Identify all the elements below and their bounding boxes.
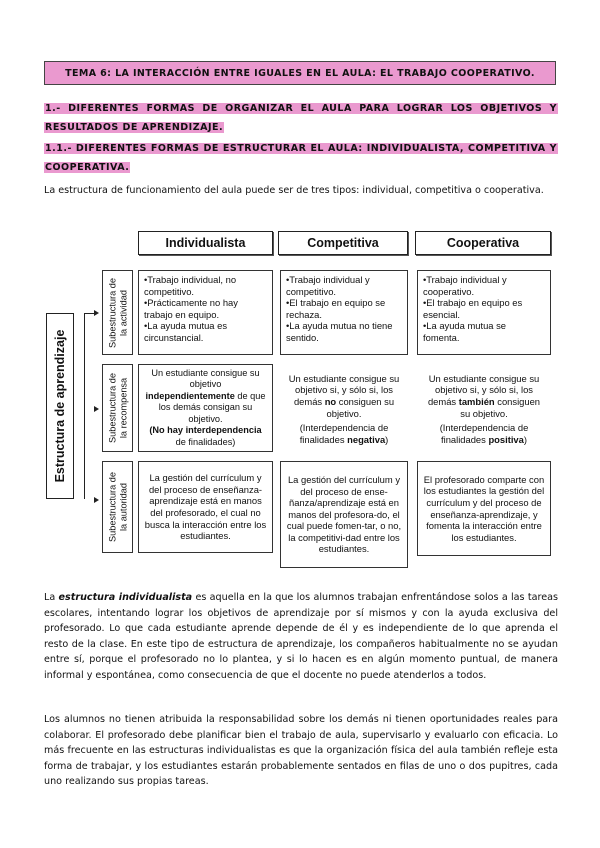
cell-text: (Interdependencia de finalidades positiva) (439, 422, 529, 445)
column-header-competitiva (278, 231, 408, 255)
cell-line: •Trabajo individual y cooperativo. (423, 274, 507, 297)
heading-1-1 (44, 138, 558, 176)
cell-text: Un estudiante consigue su objetivo independientemente de que los demás consigan su objetivo. (145, 368, 266, 424)
heading-1-text: 1.- DIFERENTES FORMAS DE ORGANIZAR EL AULA PARA LOGRAR LOS OBJETIVOS Y RESULTADOS DE APRENDIZAJE. (45, 103, 557, 133)
cell-text: Un estudiante consigue su objetivo si, y sólo si, los demás no consiguen su objetivo. (288, 372, 400, 419)
cell-line: •La ayuda mutua se fomenta. (423, 320, 507, 343)
row-label-activity-text: Subestructura de la actividad (107, 277, 128, 348)
heading-1-1-text: 1.1.- DIFERENTES FORMAS DE ESTRUCTURAR EL AULA: INDIVIDUALISTA, COMPETITIVA Y COOPERATIVA. (45, 143, 557, 173)
arrow-head-activity (94, 310, 99, 316)
cell-text: Un estudiante consigue su objetivo si, y sólo si, los demás también consiguen su objetivo. (427, 372, 541, 419)
row-label-authority-text: Subestructura de la autoridad (107, 472, 128, 542)
cell-text: (No hay interdependencia de finalidades) (149, 425, 262, 447)
document-title-text: TEMA 6: LA INTERACCIÓN ENTRE IGUALES EN EL AULA: EL TRABAJO COOPERATIVO. (65, 67, 535, 79)
cell-activity-competitiva (280, 270, 408, 355)
cell-authority-competitiva (280, 461, 408, 568)
column-header-individualista (138, 231, 273, 255)
cell-reward-competitiva (280, 368, 408, 450)
intro-paragraph: La estructura de funcionamiento del aula puede ser de tres tipos: individual, competitiva o cooperativa. (44, 185, 544, 196)
cell-line: •La ayuda mutua es circunstancial. (144, 320, 228, 343)
cell-line: •El trabajo en equipo se rechaza. (286, 297, 386, 320)
cell-activity-individualista (138, 270, 273, 355)
term-individualist: estructura individualista (58, 592, 193, 603)
cell-authority-cooperativa (417, 461, 551, 556)
cell-text: La gestión del currículum y del proceso de ense-ñanza/aprendizaje está en manos del profesora-do, el cual puede fomen-tar, o no, la competitivi-dad entre los estudiantes. (286, 473, 402, 555)
cell-line: •Prácticamente no hay trabajo en equipo. (144, 297, 238, 320)
cell-line: •Trabajo individual y competitivo. (286, 274, 370, 297)
cell-text: (Interdependencia de finalidades negativa) (299, 422, 389, 445)
row-label-activity (102, 270, 133, 355)
cell-line: •Trabajo individual, no competitivo. (144, 274, 237, 297)
paragraph-individualist: La estructura individualista es aquella en la que los alumnos trabajan enfrentándose solos a las tareas escolares, intentando lograr los objetivos de aprendizaje por sí mismos y con la ayuda exclusiva del profesorado. Lo que cada estudiante aprende depende de él y es independiente de lo que aprenda el resto de la clase. En este tipo de estructura de aprendizaje, los compañeros habitualmente no se ayudan entre sí, porque el profesorado no lo plantea, y si lo hacen es en algún momento puntual, de manera informal y espontánea, como consecuencia de que el docente no puede atenderlos a todos. (44, 592, 558, 681)
column-header-competitiva-text: Competitiva (307, 236, 379, 250)
cell-line: •La ayuda mutua no tiene sentido. (286, 320, 393, 343)
column-header-cooperativa (415, 231, 551, 255)
cell-reward-cooperativa (417, 368, 551, 450)
cell-authority-individualista (138, 461, 273, 553)
paragraph-responsibility: Los alumnos no tienen atribuida la responsabilidad sobre los demás ni tienen oportunidades reales para colaborar. El profesorado debe planificar bien el trabajo de aula, supervisarlo y evaluarlo con eficacia. Lo más frecuente en las estructuras individualistas es que la organización física del aula también refleje esta forma de trabajar, y los estudiantes estarán probablemente sentados en filas de uno o dos pupitres, cada uno realizando sus propias tareas. (44, 714, 558, 787)
arrow-head-reward (94, 406, 99, 412)
cell-reward-individualista (138, 364, 273, 452)
document-title (44, 61, 556, 85)
cell-line: •El trabajo en equipo es esencial. (423, 297, 523, 320)
row-label-reward (102, 364, 133, 452)
connector-vertical (84, 313, 85, 499)
column-header-cooperativa-text: Cooperativa (446, 236, 520, 250)
axis-label: Estructura de aprendizaje (53, 329, 67, 483)
cell-activity-cooperativa (417, 270, 551, 355)
column-header-individualista-text: Individualista (165, 236, 246, 250)
axis-label-box (46, 313, 74, 499)
arrow-head-authority (94, 497, 99, 503)
cell-text: El profesorado comparte con los estudiantes la gestión del currículum y del proceso de enseñanza-aprendizaje, y fomenta la interacción entre los estudiantes. (423, 473, 545, 543)
connector-top (84, 313, 94, 314)
cell-text: La gestión del currículum y del proceso de enseñanza-aprendizaje está en manos del profesorado, el cual no busca la interacción entre los estudiantes. (144, 472, 267, 542)
row-label-reward-text: Subestructura de la recompensa (107, 373, 128, 443)
heading-1 (44, 98, 558, 136)
row-label-authority (102, 461, 133, 553)
